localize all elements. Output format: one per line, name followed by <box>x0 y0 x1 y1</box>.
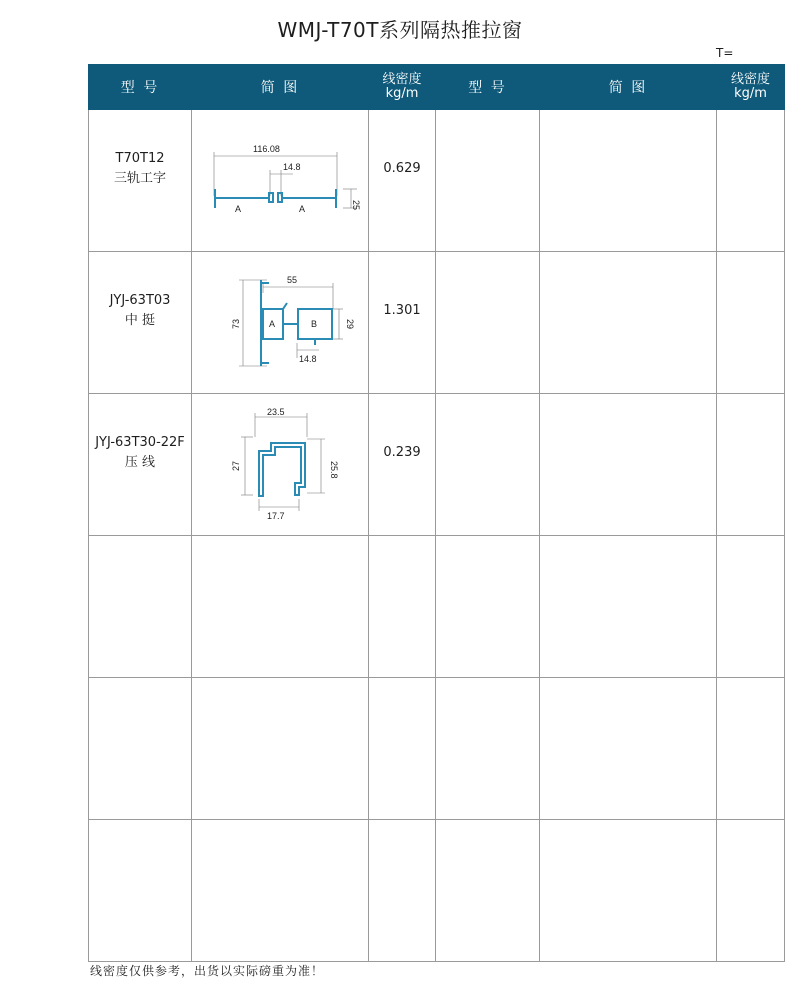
t-mark: T= <box>716 46 734 60</box>
model-cell <box>89 110 192 252</box>
empty-cell <box>369 536 436 678</box>
header-density-unit-2: kg/m <box>734 86 767 101</box>
empty-cell <box>436 536 540 678</box>
empty-cell <box>717 394 785 536</box>
empty-cell <box>436 394 540 536</box>
dim-width: 23.5 <box>267 406 285 417</box>
header-density-label-2: 线密度 <box>730 72 770 87</box>
header-model: 型 号 <box>89 65 192 110</box>
empty-cell <box>540 252 717 394</box>
drawing-cell <box>192 110 369 252</box>
empty-cell <box>436 252 540 394</box>
header-density-label: 线密度 <box>382 72 422 87</box>
empty-cell <box>89 678 192 820</box>
empty-cell <box>540 110 717 252</box>
empty-cell <box>369 820 436 962</box>
profile-drawing-icon <box>195 263 365 383</box>
model-code: JYJ-63T03 <box>109 292 171 308</box>
empty-cell <box>89 536 192 678</box>
empty-cell <box>436 678 540 820</box>
empty-cell <box>540 678 717 820</box>
dim-inner: 14.8 <box>283 161 301 172</box>
label-b: B <box>311 318 318 329</box>
dim-width: 55 <box>287 274 298 285</box>
dim-inner-height: 29 <box>345 318 355 329</box>
empty-cell <box>369 678 436 820</box>
table-row <box>89 110 785 252</box>
model-code: JYJ-63T30-22F <box>95 434 185 450</box>
label-a: A <box>269 318 276 329</box>
empty-cell <box>436 110 540 252</box>
header-drawing: 简 图 <box>192 65 369 110</box>
model-cell <box>89 394 192 536</box>
table-header-row <box>89 65 785 110</box>
empty-cell <box>717 110 785 252</box>
density-value: 0.629 <box>383 161 421 176</box>
model-code: T70T12 <box>115 150 165 166</box>
dim-inner: 14.8 <box>299 353 317 364</box>
empty-cell <box>192 678 369 820</box>
profile-drawing-icon <box>195 403 365 527</box>
empty-cell <box>436 820 540 962</box>
header-density-2 <box>717 65 785 110</box>
dim-bottom: 17.7 <box>267 510 285 521</box>
model-name: 压 线 <box>124 454 156 470</box>
empty-cell <box>89 820 192 962</box>
table-row <box>89 678 785 820</box>
label-b: A <box>299 203 306 214</box>
empty-cell <box>192 820 369 962</box>
empty-cell <box>540 820 717 962</box>
footnote: 线密度仅供参考，出货以实际磅重为准！ <box>90 964 325 978</box>
table-row <box>89 394 785 536</box>
header-density-unit: kg/m <box>385 86 419 101</box>
density-value: 1.301 <box>383 303 421 318</box>
model-name: 三轨工字 <box>113 170 166 186</box>
header-density <box>369 65 436 110</box>
empty-cell <box>717 678 785 820</box>
density-cell <box>369 394 436 536</box>
model-cell <box>89 252 192 394</box>
drawing-cell <box>192 394 369 536</box>
drawing-cell <box>192 252 369 394</box>
table-row <box>89 820 785 962</box>
page-title: WMJ-T70T系列隔热推拉窗 <box>277 18 523 42</box>
dim-height: 27 <box>231 460 241 471</box>
dim-width: 116.08 <box>253 143 280 154</box>
density-value: 0.239 <box>383 445 421 460</box>
empty-cell <box>540 394 717 536</box>
model-name: 中 挺 <box>124 312 156 328</box>
density-cell <box>369 110 436 252</box>
empty-cell <box>192 536 369 678</box>
density-cell <box>369 252 436 394</box>
empty-cell <box>717 252 785 394</box>
table-row <box>89 252 785 394</box>
profile-table <box>88 64 785 962</box>
table-row <box>89 536 785 678</box>
header-drawing-2: 简 图 <box>540 65 717 110</box>
dim-height: 25 <box>351 199 361 210</box>
label-a: A <box>235 203 242 214</box>
dim-inner-height: 25.8 <box>329 460 339 479</box>
dim-height: 73 <box>231 318 241 329</box>
empty-cell <box>540 536 717 678</box>
profile-drawing-icon <box>195 126 365 236</box>
empty-cell <box>717 820 785 962</box>
header-model-2: 型 号 <box>436 65 540 110</box>
empty-cell <box>717 536 785 678</box>
